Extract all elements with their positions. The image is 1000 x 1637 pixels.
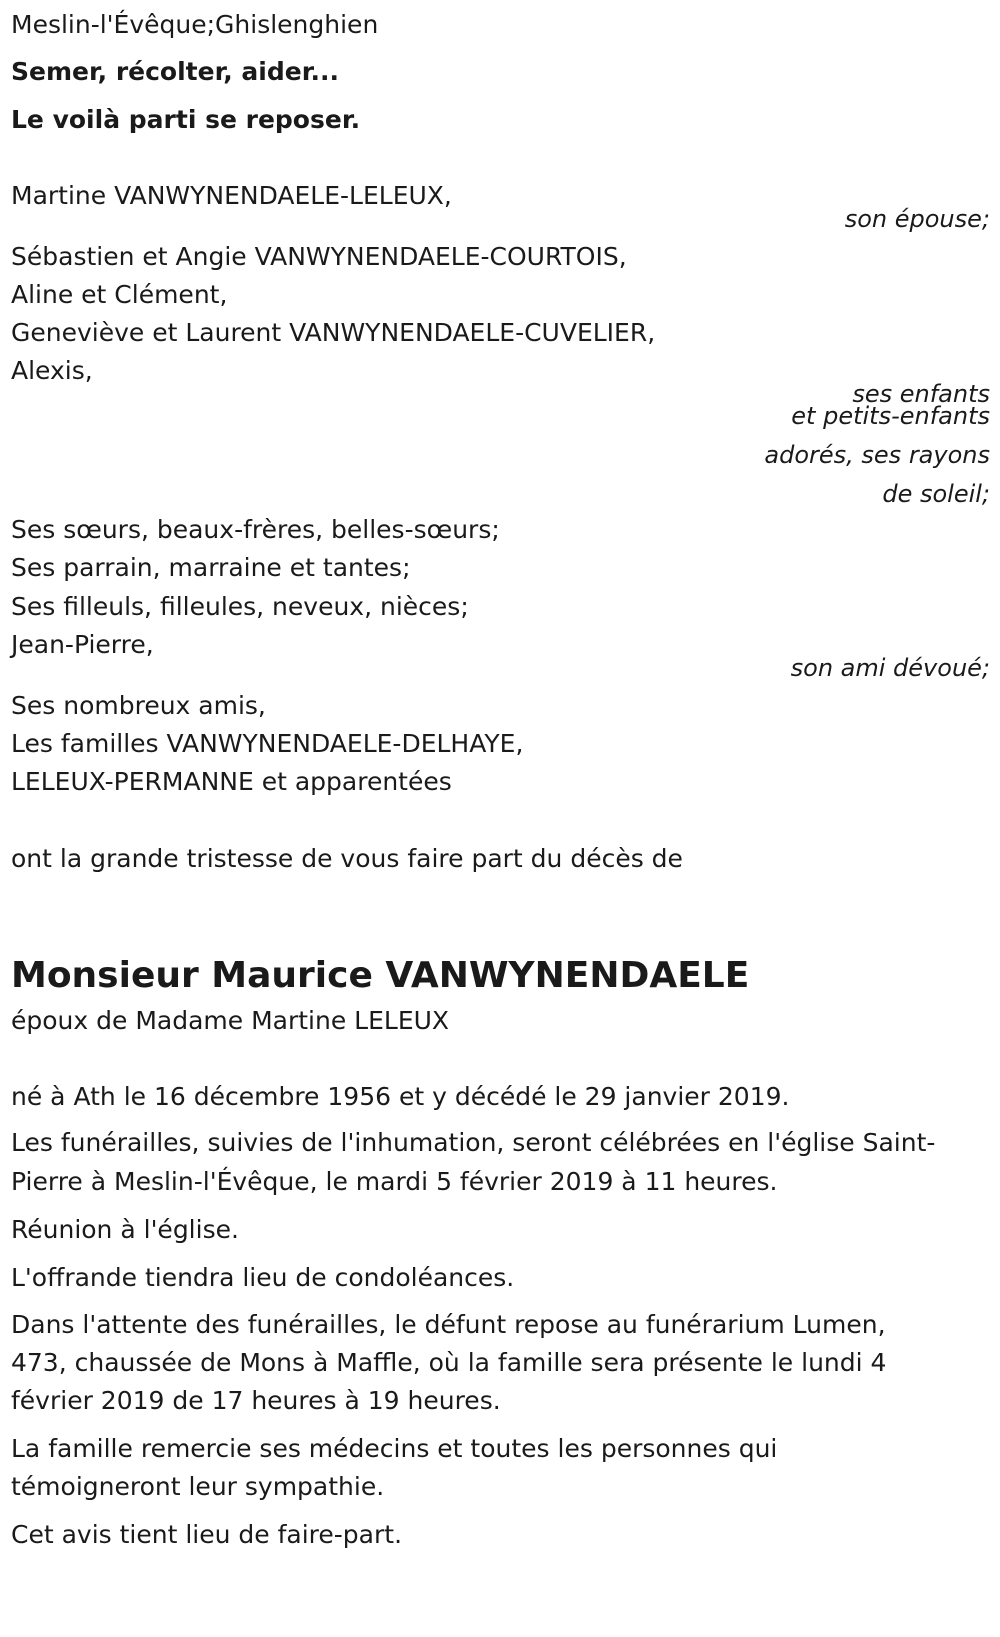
relative-line: Ses filleuls, filleules, neveux, nièces; <box>11 592 469 621</box>
friend-role: son ami dévoué; <box>790 654 990 682</box>
child-line: Aline et Clément, <box>11 280 228 309</box>
child-line: Sébastien et Angie VANWYNENDAELE-COURTOIS, <box>11 242 627 271</box>
birth-death-line: né à Ath le 16 décembre 1956 et y décédé le 29 janvier 2019. <box>11 1082 790 1111</box>
funerarium-line: 473, chaussée de Mons à Maffle, où la famille sera présente le lundi 4 <box>11 1348 887 1377</box>
funerarium-line: février 2019 de 17 heures à 19 heures. <box>11 1386 501 1415</box>
funeral-line: Pierre à Meslin-l'Évêque, le mardi 5 février 2019 à 11 heures. <box>11 1167 778 1196</box>
others-line: LELEUX-PERMANNE et apparentées <box>11 767 452 796</box>
relative-line: Ses parrain, marraine et tantes; <box>11 553 411 582</box>
others-line: Les familles VANWYNENDAELE-DELHAYE, <box>11 729 524 758</box>
closing-line: Cet avis tient lieu de faire-part. <box>11 1520 403 1549</box>
others-line: Ses nombreux amis, <box>11 691 266 720</box>
child-line: Alexis, <box>11 356 93 385</box>
motto-line-2: Le voilà parti se reposer. <box>11 105 361 134</box>
children-role-line: ses enfants <box>852 380 990 408</box>
deceased-name: Monsieur Maurice VANWYNENDAELE <box>11 955 750 996</box>
relative-line: Jean-Pierre, <box>11 630 154 659</box>
announcement-line: ont la grande tristesse de vous faire part du décès de <box>11 844 683 873</box>
relative-line: Ses sœurs, beaux-frères, belles-sœurs; <box>11 515 500 544</box>
thanks-line: témoigneront leur sympathie. <box>11 1472 385 1501</box>
spouse-of-line: époux de Madame Martine LELEUX <box>11 1006 450 1035</box>
child-line: Geneviève et Laurent VANWYNENDAELE-CUVELIER, <box>11 318 656 347</box>
spouse-name: Martine VANWYNENDAELE-LELEUX, <box>11 181 452 210</box>
offering-line: L'offrande tiendra lieu de condoléances. <box>11 1263 515 1292</box>
location-line: Meslin-l'Évêque;Ghislenghien <box>11 10 379 39</box>
children-role-line: de soleil; <box>882 480 990 508</box>
children-role-line: adorés, ses rayons <box>764 441 990 469</box>
funerarium-line: Dans l'attente des funérailles, le défunt repose au funérarium Lumen, <box>11 1310 886 1339</box>
motto-line-1: Semer, récolter, aider... <box>11 57 339 86</box>
meeting-line: Réunion à l'église. <box>11 1215 239 1244</box>
children-role-line: et petits-enfants <box>791 402 990 430</box>
spouse-role: son épouse; <box>844 205 990 233</box>
funeral-line: Les funérailles, suivies de l'inhumation, seront célébrées en l'église Saint- <box>11 1128 936 1157</box>
thanks-line: La famille remercie ses médecins et toutes les personnes qui <box>11 1434 778 1463</box>
